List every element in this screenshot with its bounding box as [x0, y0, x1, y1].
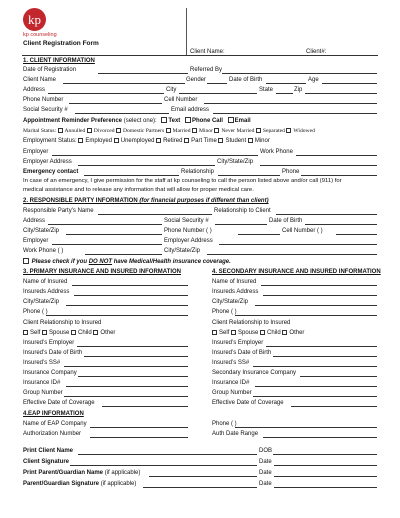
gender-field[interactable] [207, 83, 227, 84]
s-self-checkbox[interactable] [212, 330, 217, 335]
ssn-label: Social Security # [23, 107, 68, 113]
text-option: Text [168, 118, 181, 124]
address-label: Address [23, 87, 46, 93]
ssn-field[interactable] [75, 113, 169, 114]
minor-option: Minor [198, 128, 213, 134]
cell-number-label: Cell Number [164, 97, 198, 103]
address-field[interactable] [48, 93, 164, 94]
eap-name-label: Name of EAP Company [23, 421, 87, 427]
print-parent-note: (if applicable) [104, 470, 141, 476]
p-insureds-address-label: Insureds Address [23, 289, 70, 295]
eap-auth-label: Authorization Number [23, 431, 82, 437]
p-child-option: Child [78, 330, 92, 336]
reminder-label: Appointment Reminder Preference [23, 118, 123, 124]
s-csz-label: City/State/Zip [212, 299, 249, 305]
p-ss-field[interactable] [64, 366, 188, 367]
s-phone-label: Phone ( ) [212, 309, 237, 315]
s-id-label: Insurance ID# [212, 380, 250, 386]
reminder-sub: (select one): [123, 118, 157, 124]
p-name-insured-field[interactable] [72, 285, 188, 286]
zip-field[interactable] [305, 93, 377, 94]
date-registration-field[interactable] [98, 73, 188, 74]
p-id-label: Insurance ID# [23, 380, 61, 386]
unemployed-option: Unemployed [120, 138, 155, 144]
s-child-checkbox[interactable] [260, 330, 265, 335]
employer-field[interactable] [52, 155, 258, 156]
employer-address-field[interactable] [78, 165, 215, 166]
emergency-phone-field[interactable] [301, 175, 377, 176]
s-other-checkbox[interactable] [282, 330, 287, 335]
header-rule [22, 55, 378, 56]
referred-by-label: Referred By [190, 67, 223, 73]
never-married-option: Never Married [221, 128, 255, 134]
date-registration-label: Date of Registration [23, 67, 77, 73]
resp-work-phone-label: Work Phone ( ) [23, 248, 64, 254]
form-title: Client Registration Form [23, 40, 99, 47]
employed-option: Employed [85, 138, 113, 144]
section-1-title: 1. CLIENT INFORMATION [23, 58, 95, 64]
divorced-option: Divorced [93, 128, 115, 134]
gender-label: Gender [186, 77, 207, 83]
resp-name-field[interactable] [98, 214, 212, 215]
resp-dob-label: Date of Birth [269, 218, 303, 224]
email-checkbox[interactable] [228, 117, 234, 123]
eap-title: 4.EAP INFORMATION [23, 411, 84, 417]
s-spouse-checkbox[interactable] [231, 330, 236, 335]
p-ss-label: Insured’s SS# [23, 360, 61, 366]
s-insureds-address-field[interactable] [263, 295, 377, 296]
section-2-title-text: 2. RESPONSIBLE PARTY INFORMATION [23, 198, 138, 204]
p-id-field[interactable] [66, 386, 188, 387]
resp-csz-field[interactable] [66, 234, 162, 235]
part-time-option: Part Time [191, 138, 217, 144]
client-sig-date-label: Date [259, 459, 272, 465]
relationship-label: Relationship [181, 169, 215, 175]
resp-employer-field[interactable] [52, 244, 162, 245]
employer-csz-label: City/State/Zip [217, 159, 254, 165]
part-time-checkbox[interactable] [184, 138, 189, 143]
domestic-partners-checkbox[interactable] [116, 128, 121, 133]
p-csz-field[interactable] [66, 305, 188, 306]
section-2-note: (for financial purposes if different than client) [139, 198, 269, 204]
p-rel-label: Client Relationship to Insured [23, 320, 102, 326]
logo-text: kp counseling [23, 32, 57, 38]
resp-ssn-label: Social Security # [164, 218, 209, 224]
section-2-title [23, 198, 269, 204]
s-name-insured-field[interactable] [261, 285, 377, 286]
work-phone-field[interactable] [296, 155, 377, 156]
s-rel-options [212, 330, 304, 336]
s-self-option: Self [219, 330, 230, 336]
relationship-field[interactable] [218, 175, 280, 176]
student-option: Student [225, 138, 247, 144]
client-sig-field[interactable] [70, 465, 257, 466]
parent-sig-row [23, 481, 136, 487]
s-company-field[interactable] [300, 376, 377, 377]
resp-dob-field[interactable] [305, 224, 377, 225]
widowed-option: Widowed [293, 128, 315, 134]
resp-csz2-field[interactable] [207, 254, 377, 255]
p-employer-label: Insured’s Employer [23, 340, 75, 346]
p-dob-field[interactable] [84, 356, 188, 357]
no-coverage-checkbox[interactable] [23, 258, 29, 264]
eap-name-field[interactable] [90, 427, 188, 428]
resp-csz2-label: City/State/Zip [164, 248, 201, 254]
minor-checkbox[interactable] [192, 128, 197, 133]
print-client-label: Print Client Name [23, 448, 74, 454]
marital-label: Marital Status: [23, 128, 57, 134]
parent-sig-date-label: Date [259, 481, 272, 487]
p-csz-label: City/State/Zip [23, 299, 60, 305]
emergency-label: Emergency contact [23, 169, 79, 175]
s-other-option: Other [289, 330, 305, 336]
resp-csz-label: City/State/Zip [23, 228, 60, 234]
header-divider [186, 8, 187, 55]
resp-address-field[interactable] [48, 224, 162, 225]
s-employer-field[interactable] [266, 346, 377, 347]
employer-csz-field[interactable] [260, 165, 377, 166]
p-effective-label: Effective Date of Coverage [23, 400, 95, 406]
parent-sig-label: Parent/Guardian Signature [23, 481, 100, 487]
s-child-option: Child [267, 330, 281, 336]
email-option: Email [234, 118, 251, 124]
married-option: Married [172, 128, 191, 134]
p-phone-label: Phone ( ) [23, 309, 48, 315]
parent-sig-field[interactable] [143, 487, 257, 488]
client-sig-date-field[interactable] [274, 465, 377, 466]
parent-sig-note: (if applicable) [100, 481, 137, 487]
p-group-label: Group Number [23, 390, 63, 396]
section-4-title: 4. SECONDARY INSURANCE AND INSURED INFORMATION [212, 269, 381, 275]
p-company-label: Insurance Company [23, 370, 77, 376]
s-spouse-option: Spouse [238, 330, 259, 336]
domestic-partners-option: Domestic Partners [122, 128, 165, 134]
work-phone-label: Work Phone [260, 149, 293, 155]
sign-dob-field[interactable] [273, 454, 377, 455]
s-ss-label: Insured’s SS# [212, 360, 250, 366]
eap-auth-range-label: Auth Date Range [212, 431, 259, 437]
p-other-option: Other [100, 330, 116, 336]
emergency-phone-label: Phone [282, 169, 300, 175]
reminder-row [23, 117, 251, 124]
p-self-checkbox[interactable] [23, 330, 28, 335]
client-name-field[interactable] [63, 83, 185, 84]
section-3-title: 3. PRIMARY INSURANCE AND INSURED INFORMATION [23, 269, 182, 275]
print-parent-label: Print Parent/Guardian Name [23, 470, 104, 476]
eap-auth-field[interactable] [90, 437, 188, 438]
eap-phone-field[interactable] [235, 427, 377, 428]
dob-label: Date of Birth [229, 77, 263, 83]
s-dob-field[interactable] [273, 356, 377, 357]
text-checkbox[interactable] [161, 117, 167, 123]
emergency-field[interactable] [84, 175, 179, 176]
p-self-option: Self [30, 330, 41, 336]
no-coverage-em: DO NOT [88, 259, 113, 265]
p-insureds-address-field[interactable] [74, 295, 188, 296]
s-employer-label: Insured’s Employer [212, 340, 264, 346]
parent-sig-date-field[interactable] [274, 487, 377, 488]
employment-label: Employment Status: [23, 138, 77, 144]
retired-option: Retired [163, 138, 183, 144]
consent-line-1: In case of an emergency, I give permission for the staff at kp counseling to call the person listed above and/or call (911) for [23, 178, 342, 184]
marital-row [23, 128, 315, 135]
resp-cell-field[interactable] [336, 234, 377, 235]
sign-dob-label: DOB [259, 448, 273, 454]
email-field[interactable] [213, 113, 377, 114]
resp-address-label: Address [23, 218, 46, 224]
rel-to-client-label: Relationship to Client [214, 208, 271, 214]
p-company-field[interactable] [78, 376, 188, 377]
p-dob-label: Insured’s Date of Birth [23, 350, 83, 356]
employment-row [23, 138, 270, 144]
referred-by-field[interactable] [222, 73, 377, 74]
never-married-checkbox[interactable] [214, 128, 219, 133]
zip-label: Zip [294, 87, 303, 93]
age-label: Age [308, 77, 319, 83]
s-company-label: Secondary Insurance Company [212, 370, 297, 376]
s-ss-field[interactable] [253, 366, 377, 367]
p-employer-field[interactable] [77, 346, 188, 347]
resp-work-phone-field[interactable] [85, 254, 162, 255]
unemployed-checkbox[interactable] [114, 138, 119, 143]
print-parent-row [23, 470, 140, 476]
s-rel-label: Client Relationship to Insured [212, 320, 291, 326]
age-field[interactable] [322, 83, 377, 84]
phone-number-field[interactable] [69, 103, 162, 104]
resp-ssn-field[interactable] [215, 224, 267, 225]
no-coverage-row [23, 258, 231, 265]
s-effective-label: Effective Date of Coverage [212, 400, 284, 406]
separated-option: Separated [262, 128, 285, 134]
kp-logo-icon: kp [23, 8, 46, 31]
client-name-label-2: Client Name [23, 77, 57, 83]
p-spouse-option: Spouse [49, 330, 70, 336]
s-csz-field[interactable] [255, 305, 377, 306]
consent-line-2: medical assistance and to release any information that will allow for proper medical care. [23, 187, 254, 193]
widowed-checkbox[interactable] [286, 128, 291, 133]
emp-minor-option: Minor [254, 138, 270, 144]
s-name-insured-label: Name of Insured [212, 279, 257, 285]
divorced-checkbox[interactable] [87, 128, 92, 133]
state-field[interactable] [276, 93, 293, 94]
rel-to-client-field[interactable] [276, 214, 377, 215]
print-parent-date-label: Date [259, 470, 272, 476]
client-no-label: Client#: [306, 49, 327, 55]
annulled-checkbox[interactable] [58, 128, 63, 133]
print-parent-date-field[interactable] [274, 476, 377, 477]
print-parent-field[interactable] [149, 476, 257, 477]
resp-employer-address-field[interactable] [219, 244, 377, 245]
employer-address-label: Employer Address [23, 159, 72, 165]
s-group-field[interactable] [253, 396, 377, 397]
p-spouse-checkbox[interactable] [42, 330, 47, 335]
employer-label: Employer [23, 149, 49, 155]
retired-checkbox[interactable] [156, 138, 161, 143]
resp-phone-label: Phone Number ( ) [164, 228, 212, 234]
s-group-label: Group Number [212, 390, 252, 396]
s-phone-field[interactable] [235, 315, 377, 316]
eap-phone-label: Phone ( ) [212, 421, 237, 427]
cell-number-field[interactable] [204, 103, 377, 104]
student-checkbox[interactable] [218, 138, 223, 143]
p-group-field[interactable] [64, 396, 188, 397]
phone-call-checkbox[interactable] [185, 117, 191, 123]
employed-checkbox[interactable] [78, 138, 83, 143]
email-label: Email address [171, 107, 210, 113]
p-phone-field[interactable] [46, 315, 188, 316]
resp-employer-label: Employer [23, 238, 49, 244]
eap-auth-range-field[interactable] [263, 437, 377, 438]
client-sig-label: Client Signature [23, 459, 70, 465]
s-id-field[interactable] [255, 386, 377, 387]
resp-employer-address-label: Employer Address [164, 238, 213, 244]
no-coverage-pre: Please check if you [31, 259, 89, 265]
client-name-label: Client Name: [190, 49, 225, 55]
resp-cell-label: Cell Number ( ) [282, 228, 323, 234]
emp-minor-checkbox[interactable] [248, 138, 253, 143]
p-other-checkbox[interactable] [93, 330, 98, 335]
p-child-checkbox[interactable] [71, 330, 76, 335]
p-name-insured-label: Name of Insured [23, 279, 68, 285]
city-field[interactable] [179, 93, 257, 94]
separated-checkbox[interactable] [256, 128, 261, 133]
phone-call-option: Phone Call [191, 118, 223, 124]
annulled-option: Annulled [64, 128, 86, 134]
state-label: State [259, 87, 274, 93]
p-effective-field[interactable] [102, 406, 188, 407]
no-coverage-post: have Medical/Health insurance coverage. [112, 259, 231, 265]
resp-name-label: Responsible Party’s Name [23, 208, 94, 214]
s-effective-field[interactable] [291, 406, 377, 407]
dob-field[interactable] [266, 83, 306, 84]
s-insureds-address-label: Insureds Address [212, 289, 259, 295]
phone-number-label: Phone Number [23, 97, 64, 103]
print-client-field[interactable] [78, 454, 257, 455]
p-rel-options [23, 330, 115, 336]
s-dob-label: Insured’s Date of Birth [212, 350, 272, 356]
resp-phone-field[interactable] [238, 234, 280, 235]
city-label: City [166, 87, 177, 93]
married-checkbox[interactable] [166, 128, 171, 133]
